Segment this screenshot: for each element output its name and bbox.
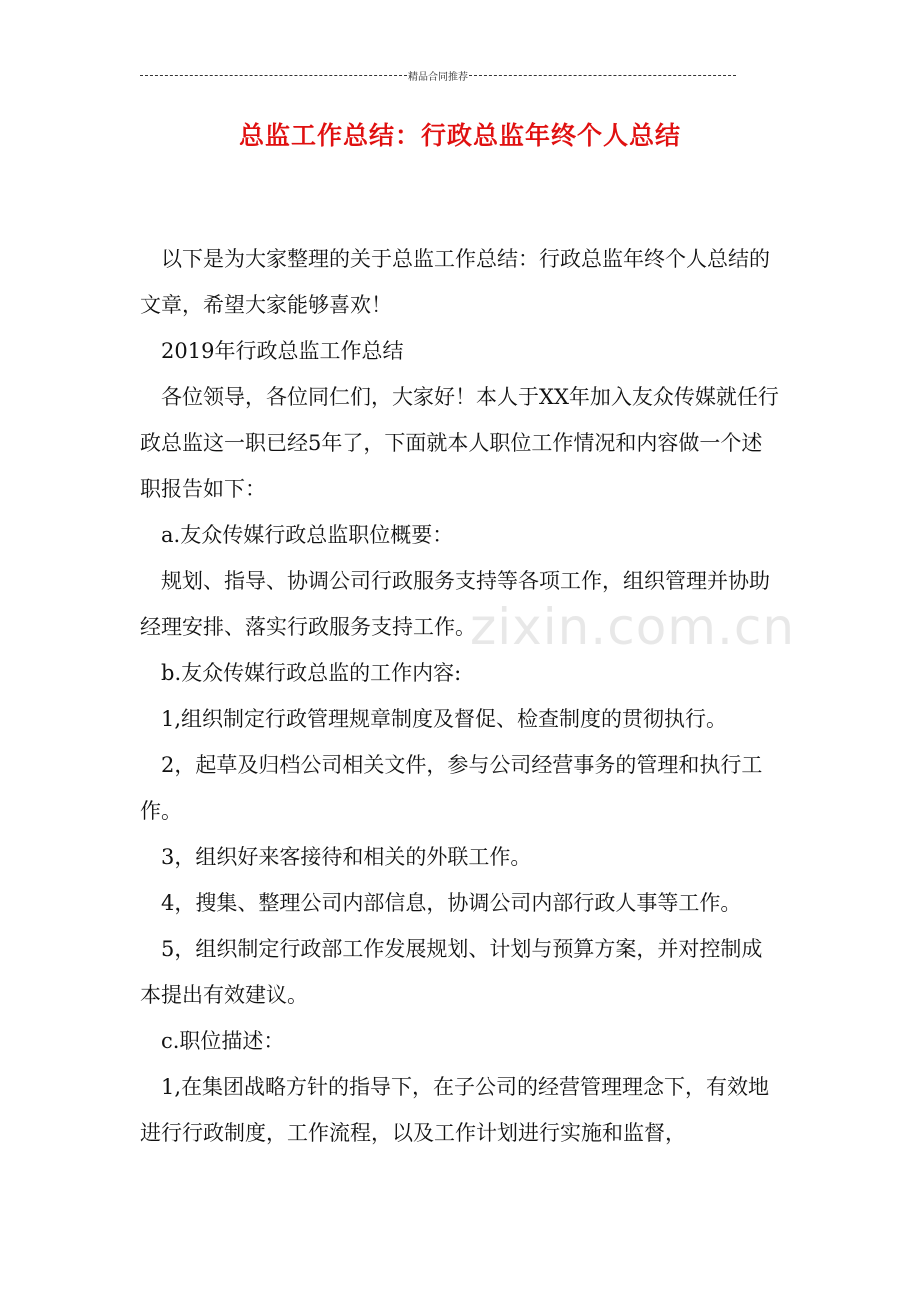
paragraph: b.友众传媒行政总监的工作内容:	[161, 661, 462, 685]
paragraph: 各位领导，各位同仁们，大家好！本人于XX年加入友众传媒就任行政总监这一职已经5年了，下面就本人职位工作情况和内容做一个述职报告如下：	[140, 385, 779, 501]
header-dash-right	[469, 75, 736, 76]
paragraph: 2019年行政总监工作总结	[161, 339, 404, 363]
paragraph: 4，搜集、整理公司内部信息，协调公司内部行政人事等工作。	[161, 891, 742, 915]
paragraph: 以下是为大家整理的关于总监工作总结：行政总监年终个人总结的文章，希望大家能够喜欢！	[140, 247, 770, 317]
header-dash-left	[140, 75, 407, 76]
page-header	[140, 68, 736, 82]
paragraph: c.职位描述：	[161, 1029, 285, 1053]
paragraph: 2，起草及归档公司相关文件，参与公司经营事务的管理和执行工作。	[140, 753, 763, 823]
paragraph: a.友众传媒行政总监职位概要：	[161, 523, 454, 547]
document-body	[140, 236, 780, 1156]
paragraph: 1,在集团战略方针的指导下，在子公司的经营管理理念下，有效地进行行政制度，工作流程，以及工作计划进行实施和监督，	[140, 1075, 770, 1145]
document-title: 总监工作总结：行政总监年终个人总结	[238, 121, 681, 150]
paragraph: 3，组织好来客接待和相关的外联工作。	[161, 845, 532, 869]
paragraph: 5，组织制定行政部工作发展规划、计划与预算方案，并对控制成本提出有效建议。	[140, 937, 763, 1007]
watermark: zixin.com.cn	[470, 598, 796, 656]
header-label: 精品合同推荐	[408, 71, 468, 83]
paragraph: 1,组织制定行政管理规章制度及督促、检查制度的贯彻执行。	[161, 707, 728, 731]
paragraph: 规划、指导、协调公司行政服务支持等各项工作，组织管理并协助经理安排、落实行政服务支持工作。	[140, 569, 770, 639]
